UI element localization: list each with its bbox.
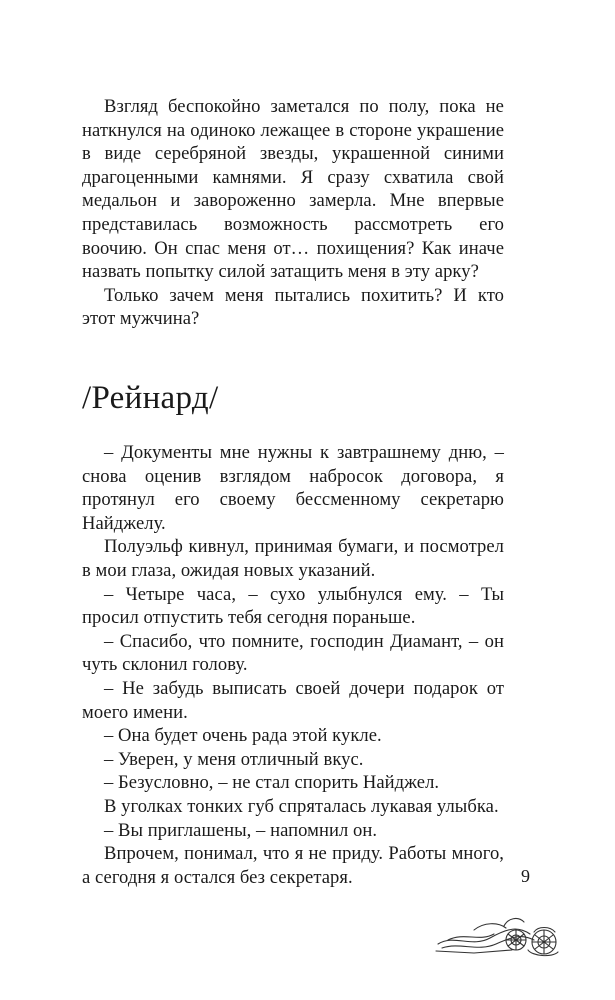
paragraph: – Уверен, у меня отличный вкус. <box>104 748 364 770</box>
section-heading: /Рейнард/ <box>82 380 219 416</box>
page-number: 9 <box>521 866 530 886</box>
paragraph: – Спасибо, что помните, господин Диамант, – он чуть склонил голову. <box>82 630 504 676</box>
paragraph: Полуэльф кивнул, принимая бумаги, и посмотрел в мои глаза, ожидая новых указаний. <box>82 536 504 581</box>
paragraph: – Безусловно, – не стал спорить Найджел. <box>104 772 440 794</box>
text-block-reinard <box>82 441 504 889</box>
decorative-vine-ornament-icon <box>434 904 564 960</box>
paragraph: – Вы приглашены, – напомнил он. <box>104 819 378 841</box>
paragraph: Взгляд беспокойно заметался по полу, пока не наткнулся на одиноко лежащее в стороне украшение в виде серебряной звезды, украшенной синими драгоценными камнями. Я сразу схватила свой медальон и завороженно замерла. Мне впервые представилась возможность рассмотреть его воочию. Он спас меня от… похищения? Как иначе назвать попытку силой затащить меня в эту арку? <box>82 96 504 283</box>
paragraph: Только зачем меня пытались похитить? И кто этот мужчина? <box>82 284 504 330</box>
paragraph: – Она будет очень рада этой кукле. <box>104 725 382 747</box>
paragraph: – Четыре часа, – сухо улыбнулся ему. – Ты просил отпустить тебя сегодня пораньше. <box>82 583 504 629</box>
paragraph: В уголках тонких губ спряталась лукавая улыбка. <box>104 795 499 817</box>
paragraph: – Не забудь выписать своей дочери подарок от моего имени. <box>82 677 504 723</box>
paragraph: – Документы мне нужны к завтрашнему дню, – снова оценив взглядом набросок договора, я протянул его своему бессменному секретарю Найджелу. <box>82 442 504 534</box>
paragraph: Впрочем, понимал, что я не приду. Работы много, а сегодня я остался без секретаря. <box>82 843 504 888</box>
text-block-heroine <box>82 95 504 331</box>
